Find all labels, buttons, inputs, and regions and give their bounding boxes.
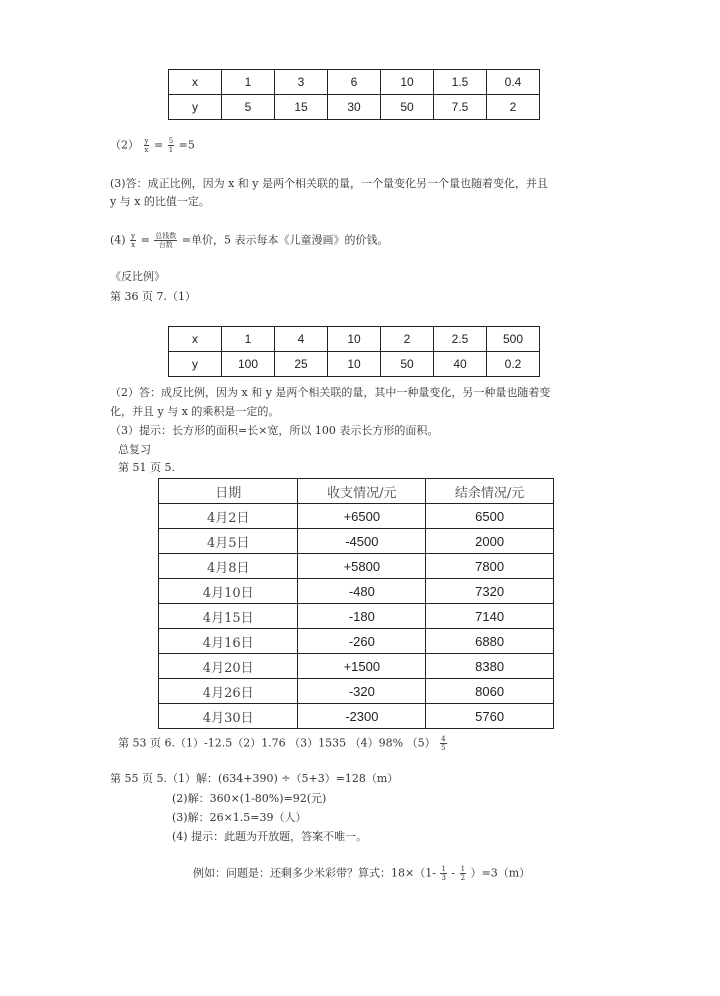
table-row xyxy=(159,504,554,529)
example-answer: 例如：问题是：还剩多少米彩带？算式：18×（1- $\frac{1}{3}$ - $\frac{1}{2}$ ）=3（m） xyxy=(193,865,531,882)
table-cell: 7800 xyxy=(426,554,554,579)
table-row xyxy=(159,579,554,604)
inverse-proportion-table xyxy=(168,326,540,377)
proportion-table xyxy=(168,69,540,120)
table-row xyxy=(159,604,554,629)
table-cell: x xyxy=(169,327,222,352)
table-row xyxy=(169,95,540,120)
table-cell: 6 xyxy=(328,70,381,95)
page-55-answer-4: (4) 提示：此题为开放题，答案不唯一。 xyxy=(172,830,368,843)
table-cell: 500 xyxy=(487,327,540,352)
table-cell: 4月10日 xyxy=(159,579,298,604)
table-header-row xyxy=(159,479,554,504)
table-cell: 25 xyxy=(275,352,328,377)
table-cell: 6880 xyxy=(426,629,554,654)
table-cell: 2.5 xyxy=(434,327,487,352)
inverse-answer-3: （3）提示：长方形的面积=长×宽，所以 100 表示长方形的面积。 xyxy=(110,424,439,437)
section-inverse-proportion: 《反比例》 xyxy=(110,270,165,283)
page-53-answers: 第 53 页 6.（1）-12.5（2）1.76 （3）1535 （4）98% （5） $\frac{4}{5}$ xyxy=(118,735,446,752)
table-cell: y xyxy=(169,95,222,120)
page-55-answer-1: 第 55 页 5.（1）解：(634+390) ÷（5+3）=128（m） xyxy=(110,772,399,785)
table-cell: 3 xyxy=(275,70,328,95)
table-cell: 50 xyxy=(381,352,434,377)
column-header-date: 日期 xyxy=(159,479,298,504)
table-cell: 6500 xyxy=(426,504,554,529)
table-cell: -480 xyxy=(298,579,426,604)
column-header-income-expense: 收支情况/元 xyxy=(298,479,426,504)
table-cell: -260 xyxy=(298,629,426,654)
table-cell: 2000 xyxy=(426,529,554,554)
table-cell: 15 xyxy=(275,95,328,120)
table-row xyxy=(159,529,554,554)
table-cell: -320 xyxy=(298,679,426,704)
fraction-4-over-5: $\frac{4}{5}$ xyxy=(441,735,446,752)
inverse-answer-2-line-2: 化，并且 y 与 x 的乘积是一定的。 xyxy=(110,405,280,418)
table-cell: 10 xyxy=(328,352,381,377)
table-cell: 4 xyxy=(275,327,328,352)
table-row xyxy=(169,327,540,352)
table-cell: 4月5日 xyxy=(159,529,298,554)
table-cell: 7320 xyxy=(426,579,554,604)
table-cell: -4500 xyxy=(298,529,426,554)
answer-3-line-1: (3)答：成正比例，因为 x 和 y 是两个相关联的量，一个量变化另一个量也随着变化，并且 xyxy=(110,177,548,190)
table-cell: 5 xyxy=(222,95,275,120)
table-row xyxy=(159,679,554,704)
balance-table xyxy=(158,478,554,729)
fraction-5-over-1: $\frac{5}{1}$ xyxy=(168,137,174,154)
table-cell: 1 xyxy=(222,327,275,352)
table-cell: 4月2日 xyxy=(159,504,298,529)
table-cell: 2 xyxy=(381,327,434,352)
answer-3-line-2: y 与 x 的比值一定。 xyxy=(110,195,210,208)
table-cell: -180 xyxy=(298,604,426,629)
page-36-heading: 第 36 页 7.（1） xyxy=(110,290,196,303)
table-row xyxy=(159,704,554,729)
table-cell: 30 xyxy=(328,95,381,120)
review-heading: 总复习 xyxy=(118,443,151,456)
answer-2-ratio: （2） $\frac{y}{x}$ = $\frac{5}{1}$ =5 xyxy=(110,137,195,154)
table-cell: 2 xyxy=(487,95,540,120)
table-cell: 1.5 xyxy=(434,70,487,95)
table-cell: 40 xyxy=(434,352,487,377)
page-55-answer-2: (2)解：360×(1-80%)=92(元) xyxy=(172,792,327,805)
inverse-answer-2-line-1: （2）答：成反比例，因为 x 和 y 是两个相关联的量，其中一种量变化，另一种量也随着变 xyxy=(110,386,551,399)
table-cell: 0.2 xyxy=(487,352,540,377)
table-row xyxy=(169,352,540,377)
page-51-heading: 第 51 页 5. xyxy=(118,461,175,474)
table-cell: 0.4 xyxy=(487,70,540,95)
table-cell: 4月30日 xyxy=(159,704,298,729)
table-row xyxy=(159,629,554,654)
table-cell: 100 xyxy=(222,352,275,377)
table-cell: 4月20日 xyxy=(159,654,298,679)
table-row xyxy=(169,70,540,95)
table-row xyxy=(159,654,554,679)
fraction-1-over-3: $\frac{1}{3}$ xyxy=(441,865,446,882)
table-cell: 8380 xyxy=(426,654,554,679)
table-cell: 7.5 xyxy=(434,95,487,120)
table-cell: +6500 xyxy=(298,504,426,529)
table-cell: 10 xyxy=(328,327,381,352)
table-cell: x xyxy=(169,70,222,95)
table-cell: 4月26日 xyxy=(159,679,298,704)
table-cell: 5760 xyxy=(426,704,554,729)
table-cell: -2300 xyxy=(298,704,426,729)
page-55-answer-3: (3)解：26×1.5=39（人） xyxy=(172,811,307,824)
table-cell: 4月15日 xyxy=(159,604,298,629)
fraction-y-over-x: $\frac{y}{x}$ xyxy=(144,137,149,154)
table-cell: 50 xyxy=(381,95,434,120)
table-cell: 4月8日 xyxy=(159,554,298,579)
table-cell: 4月16日 xyxy=(159,629,298,654)
column-header-balance: 结余情况/元 xyxy=(426,479,554,504)
fraction-y-over-x: $\frac{y}{x}$ xyxy=(131,232,136,249)
table-row xyxy=(159,554,554,579)
table-cell: 8060 xyxy=(426,679,554,704)
table-cell: 10 xyxy=(381,70,434,95)
table-cell: 7140 xyxy=(426,604,554,629)
answer-4: (4) $\frac{y}{x}$ = $\frac{\text{总钱数}}{\text{台数}}$ =单价，5 表示每本《儿童漫画》的价钱。 xyxy=(110,232,389,249)
fraction-1-over-2: $\frac{1}{2}$ xyxy=(460,865,466,882)
fraction-money-over-count: $\frac{\text{总钱数}}{\text{台数}}$ xyxy=(155,232,177,249)
table-cell: +5800 xyxy=(298,554,426,579)
table-cell: y xyxy=(169,352,222,377)
table-cell: +1500 xyxy=(298,654,426,679)
table-cell: 1 xyxy=(222,70,275,95)
